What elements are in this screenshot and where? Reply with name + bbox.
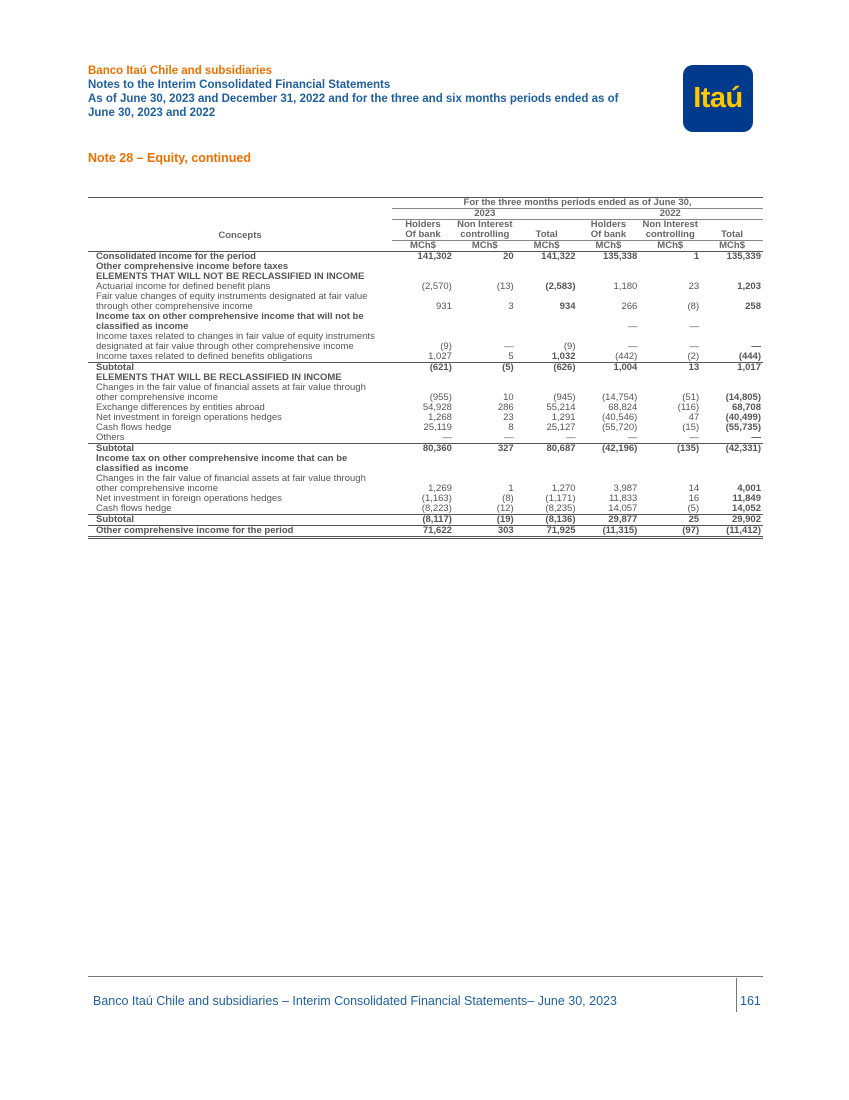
value-cell: 11,833 xyxy=(608,493,638,504)
value-cell: 266 xyxy=(621,301,638,312)
concepts-header-spacer xyxy=(88,209,392,220)
value-cell: 1,268 xyxy=(428,412,452,423)
value-cell: (14,805) xyxy=(725,392,761,403)
value-cell: (626) xyxy=(516,363,578,374)
table-row xyxy=(88,526,763,538)
row-label: ELEMENTS THAT WILL NOT BE RECLASSIFIED IN INCOME xyxy=(96,271,365,282)
value-cell: 71,622 xyxy=(392,526,454,538)
row-label: Net investment in foreign operations hedges xyxy=(96,412,282,423)
value-cell: 1 xyxy=(508,483,514,494)
value-cell: (444) xyxy=(738,351,761,362)
value-cell: (442) xyxy=(615,351,638,362)
value-cell: 141,302 xyxy=(392,252,454,263)
empty-cell xyxy=(578,373,640,383)
value-cell: 4,001 xyxy=(737,483,761,494)
table-row xyxy=(88,433,763,444)
column-header: Of bank xyxy=(405,229,441,240)
column-header: Total xyxy=(721,229,744,240)
value-cell: 25 xyxy=(639,515,701,526)
company-name: Banco Itaú Chile and subsidiaries xyxy=(88,65,273,77)
value-cell: (9) xyxy=(440,341,452,352)
value-cell: — xyxy=(627,321,638,332)
year-header-2022: 2022 xyxy=(578,209,763,220)
empty-cell xyxy=(639,454,701,474)
empty-cell xyxy=(639,373,701,383)
page-number: 161 xyxy=(740,994,761,1008)
value-cell: 1 xyxy=(639,252,701,263)
column-header: Holders xyxy=(590,219,627,230)
footer-separator xyxy=(736,978,737,1012)
value-cell: (40,499) xyxy=(725,412,761,423)
empty-cell xyxy=(454,262,516,272)
value-cell: 934 xyxy=(559,301,576,312)
value-cell: (5) xyxy=(454,363,516,374)
table-row xyxy=(88,474,763,494)
table-row xyxy=(88,312,763,332)
row-label: Income taxes related to defined benefits obligations xyxy=(96,351,313,362)
value-cell: (8,136) xyxy=(516,515,578,526)
value-cell: (19) xyxy=(454,515,516,526)
value-cell: 80,687 xyxy=(516,444,578,455)
row-label: Other comprehensive income before taxes xyxy=(96,261,289,272)
value-cell: 327 xyxy=(454,444,516,455)
unit-label: MCh$ xyxy=(516,241,578,252)
table-row xyxy=(88,423,763,433)
row-label: Subtotal xyxy=(88,515,392,526)
value-cell: (51) xyxy=(682,392,700,403)
empty-cell xyxy=(578,454,640,474)
header-subtitle: Notes to the Interim Consolidated Financial Statements xyxy=(88,79,391,91)
value-cell: (12) xyxy=(496,503,514,514)
logo-text: Itaú xyxy=(693,82,743,114)
unit-label: MCh$ xyxy=(454,241,516,252)
value-cell: 29,902 xyxy=(701,515,763,526)
value-cell: 1,270 xyxy=(551,483,576,494)
column-header: Non Interest xyxy=(457,219,513,230)
year-header-2023: 2023 xyxy=(392,209,577,220)
value-cell: (40,546) xyxy=(601,412,638,423)
value-cell: 13 xyxy=(639,363,701,374)
row-label: Others xyxy=(96,432,125,443)
table-row xyxy=(88,454,763,474)
value-cell: 25,119 xyxy=(423,422,452,433)
document-header xyxy=(88,64,678,120)
value-cell: (8) xyxy=(687,301,700,312)
row-label: Income tax on other comprehensive income that can be classified as income xyxy=(96,453,348,474)
value-cell: 23 xyxy=(688,281,700,292)
units-spacer xyxy=(88,241,392,252)
value-cell: (42,331) xyxy=(701,444,763,455)
footer-rule xyxy=(88,976,763,977)
value-cell: (135) xyxy=(639,444,701,455)
row-label: Fair value changes of equity instruments designated at fair value through other comprehensive income xyxy=(96,291,368,312)
value-cell: — xyxy=(627,432,638,443)
empty-cell xyxy=(454,454,516,474)
value-cell: 1,180 xyxy=(613,281,638,292)
row-label: Consolidated income for the period xyxy=(88,252,392,263)
empty-cell xyxy=(392,262,454,272)
header-period-line-2: June 30, 2023 and 2022 xyxy=(88,107,216,119)
value-cell: 23 xyxy=(503,412,514,423)
value-cell: 16 xyxy=(688,493,700,504)
value-cell: — xyxy=(504,341,514,352)
value-cell: 68,708 xyxy=(731,402,761,413)
value-cell: 141,322 xyxy=(516,252,578,263)
itau-logo xyxy=(683,65,753,132)
value-cell: (116) xyxy=(677,402,700,413)
value-cell: (1,171) xyxy=(545,493,576,504)
concepts-header: Concepts xyxy=(218,229,262,241)
unit-label: MCh$ xyxy=(392,241,454,252)
footer-text: Banco Itaú Chile and subsidiaries – Interim Consolidated Financial Statements– June 30, 2023 xyxy=(93,994,617,1008)
value-cell: 1,004 xyxy=(578,363,640,374)
value-cell: — xyxy=(627,341,638,352)
value-cell xyxy=(454,312,516,332)
value-cell: 1,291 xyxy=(551,412,576,423)
table-row xyxy=(88,352,763,363)
unit-label: MCh$ xyxy=(701,241,763,252)
value-cell: 29,877 xyxy=(578,515,640,526)
value-cell: (11,315) xyxy=(578,526,640,538)
table-row xyxy=(88,292,763,312)
value-cell: 14,052 xyxy=(731,503,761,514)
row-label: Cash flows hedge xyxy=(96,422,172,433)
column-header: Holders xyxy=(405,219,441,230)
value-cell: (2,583) xyxy=(545,281,576,292)
column-header: controlling xyxy=(460,229,510,240)
value-cell: (15) xyxy=(682,422,700,433)
value-cell: 135,339 xyxy=(701,252,763,263)
row-label: Net investment in foreign operations hedges xyxy=(96,493,282,504)
value-cell: 10 xyxy=(503,392,514,403)
unit-label: MCh$ xyxy=(639,241,701,252)
period-header: For the three months periods ended as of June 30, xyxy=(392,198,763,209)
value-cell: (55,735) xyxy=(725,422,761,433)
empty-cell xyxy=(516,373,578,383)
value-cell: (13) xyxy=(496,281,514,292)
empty-cell xyxy=(516,262,578,272)
unit-label: MCh$ xyxy=(578,241,640,252)
column-header: controlling xyxy=(645,229,695,240)
empty-cell xyxy=(701,454,763,474)
value-cell: (8) xyxy=(502,493,514,504)
value-cell: 14,057 xyxy=(608,503,638,514)
value-cell: (945) xyxy=(553,392,576,403)
value-cell xyxy=(516,312,578,332)
value-cell: 71,925 xyxy=(516,526,578,538)
row-label: Cash flows hedge xyxy=(96,503,172,514)
table-row xyxy=(88,383,763,403)
value-cell: 1,269 xyxy=(428,483,452,494)
value-cell: 68,824 xyxy=(608,402,638,413)
empty-cell xyxy=(392,373,454,383)
value-cell: (97) xyxy=(639,526,701,538)
value-cell: (955) xyxy=(429,392,452,403)
value-cell: — xyxy=(689,432,700,443)
row-label: Changes in the fair value of financial assets at fair value through other comprehensive income xyxy=(96,382,366,403)
value-cell: 1,203 xyxy=(737,281,761,292)
row-label: Subtotal xyxy=(88,444,392,455)
value-cell: (1,163) xyxy=(421,493,452,504)
value-cell: 1,032 xyxy=(551,351,576,362)
empty-cell xyxy=(701,373,763,383)
value-cell: — xyxy=(689,341,700,352)
value-cell: 25,127 xyxy=(546,422,576,433)
column-header: Of bank xyxy=(590,229,627,240)
row-label: Subtotal xyxy=(88,363,392,374)
empty-cell xyxy=(578,262,640,272)
concepts-header-spacer xyxy=(88,198,392,209)
value-cell: (11,412) xyxy=(701,526,763,538)
value-cell: — xyxy=(751,341,761,352)
empty-cell xyxy=(701,262,763,272)
empty-cell xyxy=(516,454,578,474)
equity-table xyxy=(88,198,763,539)
value-cell: 135,338 xyxy=(578,252,640,263)
value-cell: 54,928 xyxy=(422,402,452,413)
empty-cell xyxy=(392,454,454,474)
column-header: Total xyxy=(535,229,558,240)
equity-table-container xyxy=(88,197,763,539)
value-cell: 303 xyxy=(454,526,516,538)
value-cell: 8 xyxy=(508,422,514,433)
value-cell: (621) xyxy=(392,363,454,374)
value-cell: — xyxy=(689,321,700,332)
row-label: Changes in the fair value of financial assets at fair value through other comprehensive income xyxy=(96,473,366,494)
value-cell: 3 xyxy=(508,301,514,312)
value-cell: — xyxy=(442,432,452,443)
value-cell: 3,987 xyxy=(613,483,638,494)
value-cell: 55,214 xyxy=(546,402,576,413)
row-label: Other comprehensive income for the period xyxy=(88,526,392,538)
value-cell xyxy=(392,312,454,332)
value-cell: 11,849 xyxy=(732,493,761,504)
value-cell: 1,027 xyxy=(428,351,452,362)
value-cell: (8,235) xyxy=(545,503,576,514)
row-label: ELEMENTS THAT WILL BE RECLASSIFIED IN INCOME xyxy=(96,372,342,383)
value-cell: 47 xyxy=(688,412,700,423)
value-cell: — xyxy=(504,432,514,443)
empty-cell xyxy=(454,373,516,383)
value-cell: (2) xyxy=(687,351,700,362)
value-cell: 258 xyxy=(745,301,761,312)
value-cell: (8,223) xyxy=(421,503,452,514)
row-label: Income tax on other comprehensive income that will not be classified as income xyxy=(96,311,364,332)
row-label: Actuarial income for defined benefit plans xyxy=(96,281,271,292)
value-cell: 931 xyxy=(436,301,452,312)
table-row xyxy=(88,504,763,515)
value-cell: (14,754) xyxy=(601,392,638,403)
value-cell: (55,720) xyxy=(601,422,638,433)
value-cell: (2,570) xyxy=(421,281,452,292)
value-cell xyxy=(701,312,763,332)
table-row xyxy=(88,332,763,352)
value-cell: 20 xyxy=(454,252,516,263)
row-label: Exchange differences by entities abroad xyxy=(96,402,265,413)
value-cell: 5 xyxy=(508,351,514,362)
value-cell: 14 xyxy=(688,483,700,494)
table-row xyxy=(88,515,763,526)
note-title: Note 28 – Equity, continued xyxy=(88,151,251,165)
empty-cell xyxy=(639,262,701,272)
value-cell: (9) xyxy=(563,341,576,352)
value-cell: — xyxy=(566,432,576,443)
row-label: Income taxes related to changes in fair value of equity instruments designated at fair value through other comprehensive income xyxy=(96,331,375,352)
value-cell: 1,017 xyxy=(701,363,763,374)
header-period-line: As of June 30, 2023 and December 31, 2022 and for the three and six months periods ended as of xyxy=(88,93,619,105)
value-cell: 286 xyxy=(497,402,514,413)
value-cell: — xyxy=(751,432,761,443)
value-cell: (5) xyxy=(687,503,700,514)
value-cell: (42,196) xyxy=(578,444,640,455)
value-cell: 80,360 xyxy=(392,444,454,455)
value-cell: (8,117) xyxy=(392,515,454,526)
column-header: Non Interest xyxy=(642,219,698,230)
table-body xyxy=(88,252,763,538)
